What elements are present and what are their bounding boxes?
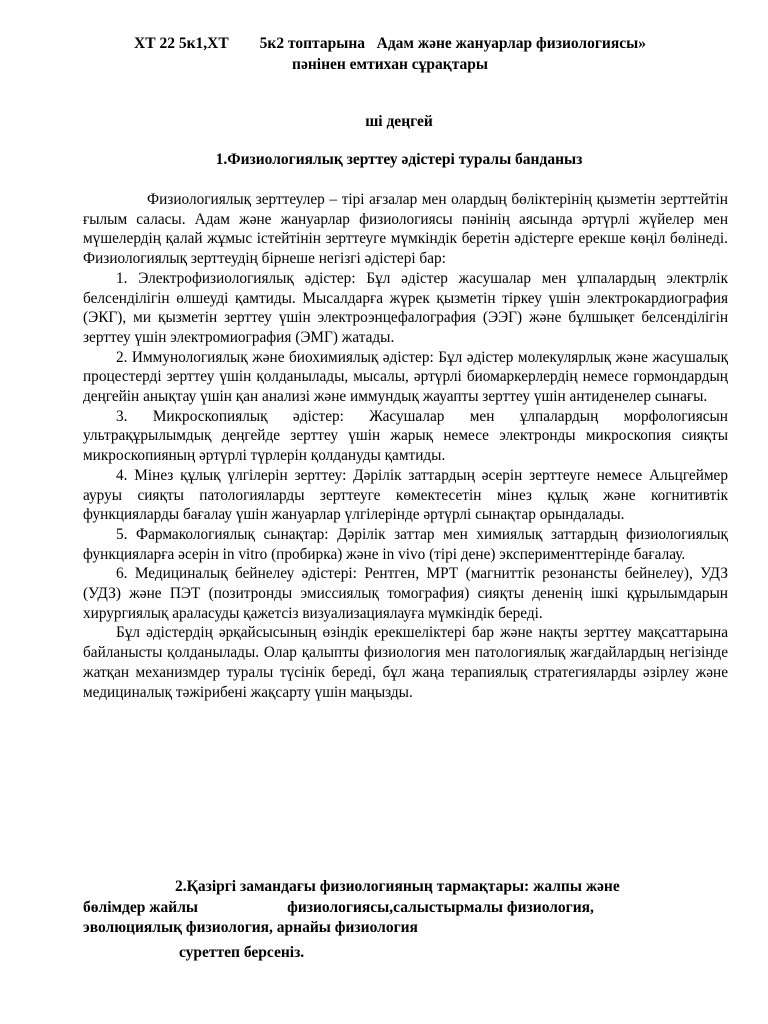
paragraph-imaging: 6. Медициналық бейнелеу әдістері: Рентген, МРТ (магниттік резонансты бейнелеу), УДЗ (УДЗ) және ПЭТ (позитронды эмиссиялық томография) сияқты дененің ішкі құрылымдарын хирургиялық араласуды қажетсіз визуализациялауға мүмкіндік береді. — [83, 565, 728, 622]
question-2-line-1: 2.Қазіргі замандағы физиологияның тармақтары: жалпы және — [175, 878, 620, 895]
header-line-2: пәнінен емтихан сұрақтары — [292, 56, 488, 73]
paragraph-pharmacology: 5. Фармакологиялық сынақтар: Дәрілік заттар мен химиялық заттардың физиологиялық функцияларға әсерін in vitro (пробирка) және in vivo (тірі дене) эксперименттерінде бағалау. — [83, 525, 728, 563]
question-1-body — [83, 190, 728, 702]
paragraph-microscopy: 3. Микроскопиялық әдістер: Жасушалар мен ұлпалардың морфологиясын ультрақұрылымдық деңгейде зерттеу үшін жарық немесе электронды микроскопия сияқты микроскопияның әртүрлі түрлерін қолдануды қамтиды. — [83, 407, 728, 465]
paragraph-intro: Физиологиялық зерттеулер – тірі ағзалар мен олардың бөліктерінің қызметін зерттейтін ғылым саласы. Адам және жануарлар физиологиясы пәнінің аясында әртүрлі жүйелер мен мүшелердің қалай жұмыс істейтінін зерттеуге мүмкіндік беретін әдістерге ерекше көңіл бөлінеді. Физиологиялық зерттеудің бірнеше негізгі әдістері бар: — [83, 191, 728, 268]
question-2-line-3: эволюциялық физиология, арнайы физиология — [83, 919, 418, 936]
paragraph-immunology: 2. Иммунологиялық және биохимиялық әдістер: Бұл әдістер молекулярлық және жасушалық процестерді зерттеу үшін қолданылады, мысалы, әртүрлі биомаркерлердің немесе гормондардың деңгейін анықтау үшін қан анализі және иммундық жауапты зерттеу үшін антиденелер сынағы. — [83, 348, 728, 406]
level-heading: ші деңгей — [365, 113, 433, 130]
question-2-line-4: суреттеп берсеніз. — [179, 943, 305, 961]
paragraph-behavior: 4. Мінез құлық үлгілерін зерттеу: Дәрілік заттардың әсерін зерттеуге немесе Альцгеймер ауруы сияқты патологияларды зерттеуге көмектесетін мінез құлық және когнитивтік функцияларды бағалау үшін жануарлар үлгілерінде әртүрлі сынақтар орындалады. — [83, 466, 728, 524]
document-header — [80, 33, 700, 75]
paragraph-electrophysiology: 1. Электрофизиологиялық әдістер: Бұл әдістер жасушалар мен ұлпалардың электрлік белсенділігін өлшеуді қамтиды. Мысалдарға жүрек қызметін тіркеу үшін электрокардиография (ЭКГ), ми қызметін зерттеу үшін электроэнцефалография (ЭЭГ) және бұлшықет белсенділігін зерттеу үшін электромиография (ЭМГ) жатады. — [83, 269, 728, 346]
paragraph-conclusion: Бұл әдістердің әрқайсысының өзіндік ерекшеліктері бар және нақты зерттеу мақсаттарына байланысты қолданылады. Олар қалыпты физиология мен патологиялық жағдайлардың негізінде жатқан механизмдер туралы түсінік береді, бұл жаңа терапиялық стратегияларды әзірлеу және медициналық тәжірибені жақсарту үшін маңызды. — [83, 624, 728, 701]
question-1-title: 1.Физиологиялық зерттеу әдістері туралы банданыз — [215, 151, 583, 168]
question-2 — [83, 877, 728, 963]
question-2-line-2: бөлімдер жайлы физиологиясы,салыстырмалы физиология, — [83, 898, 594, 916]
header-line-1: ХТ 22 5к1,ХТ 5к2 топтарына Адам және жануарлар физиологиясы» — [134, 35, 646, 52]
